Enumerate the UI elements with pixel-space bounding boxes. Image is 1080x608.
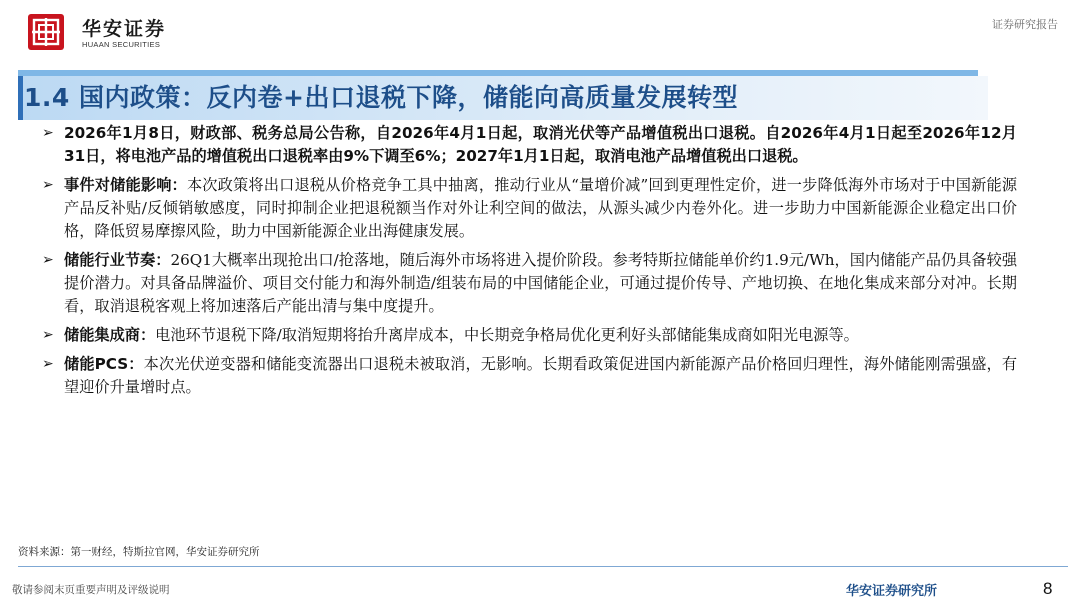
page-number: 8 [1043, 579, 1053, 598]
bullet-lead: 储能行业节奏： [64, 251, 171, 269]
arrow-bullet-icon: ➢ [42, 252, 54, 268]
company-logo-mark [28, 14, 64, 50]
footer-disclaimer: 敬请参阅末页重要声明及评级说明 [12, 584, 170, 596]
bullet-item [42, 249, 1017, 318]
bullet-text: 电池环节退税下降/取消短期将抬升离岸成本，中长期竞争格局优化更利好头部储能集成商如阳光电源等。 [155, 326, 859, 344]
logo-english-name: HUAAN SECURITIES [82, 40, 161, 49]
bullet-lead: 事件对储能影响： [64, 176, 187, 194]
bullet-text: 本次光伏逆变器和储能变流器出口退税未被取消，无影响。长期看政策促进国内新能源产品价格回归理性，海外储能刚需强盛，有望迎价升量增时点。 [64, 355, 1018, 396]
section-title-band [18, 70, 988, 120]
arrow-bullet-icon: ➢ [42, 356, 54, 372]
title-accent-bar [18, 76, 23, 120]
bullet-text: 26Q1大概率出现抢出口/抢落地，随后海外市场将进入提价阶段。参考特斯拉储能单价约1.9元/Wh，国内储能产品仍具备较强提价潜力。对具备品牌溢价、项目交付能力和海外制造/组装布局的中国储能企业，可通过提价传导、产地切换、在地化集成来部分对冲。长期看，取消退税客观上将加速落后产能出清与集中度提升。 [64, 251, 1018, 315]
logo-glyph-icon [28, 14, 64, 50]
bullet-lead: 储能PCS： [64, 355, 144, 373]
bullet-item [42, 324, 1017, 347]
report-type-label: 证券研究报告 [992, 18, 1058, 31]
bullet-item [42, 174, 1017, 243]
source-note: 资料来源：第一财经，特斯拉官网，华安证券研究所 [18, 546, 260, 558]
bullet-text: 2026年1月8日，财政部、税务总局公告称，自2026年4月1日起，取消光伏等产品增值税出口退税。自2026年4月1日起至2026年12月31日，将电池产品的增值税出口退税率由9%下调至6%；2027年1月1日起，取消电池产品增值税出口退税。 [64, 124, 1017, 165]
arrow-bullet-icon: ➢ [42, 177, 54, 193]
arrow-bullet-icon: ➢ [42, 125, 54, 141]
bullet-text: 本次政策将出口退税从价格竞争工具中抽离，推动行业从“量增价减”回到更理性定价，进一步降低海外市场对于中国新能源产品反补贴/反倾销敏感度，同时抑制企业把退税额当作对外让利空间的做法，从源头减少内卷外化。进一步助力中国新能源企业稳定出口价格，降低贸易摩擦风险，助力中国新能源企业出海健康发展。 [64, 176, 1018, 240]
logo-chinese-name: 华安证券 [82, 18, 167, 40]
footer-divider [18, 566, 1068, 567]
arrow-bullet-icon: ➢ [42, 327, 54, 343]
bullet-list [42, 122, 1017, 405]
footer-institute: 华安证券研究所 [846, 584, 938, 599]
bullet-item [42, 353, 1017, 399]
bullet-lead: 储能集成商： [64, 326, 156, 344]
section-title: 1.4 国内政策：反内卷+出口退税下降，储能向高质量发展转型 [24, 83, 738, 112]
bullet-item [42, 122, 1017, 168]
